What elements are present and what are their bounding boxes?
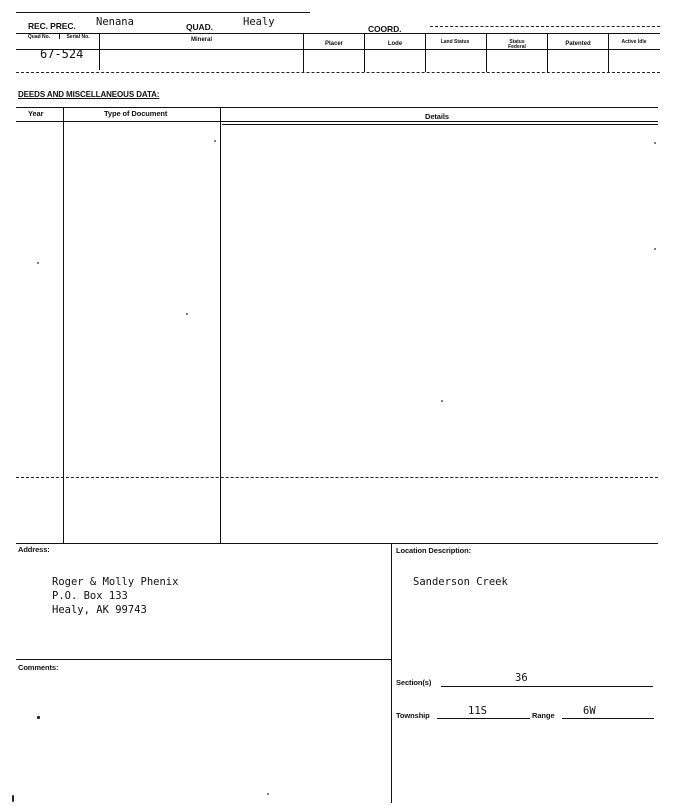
claim-col-divider [303, 33, 304, 72]
township-value: 11S [468, 705, 487, 717]
coord-label: COORD. [368, 24, 402, 34]
quad-value: Healy [243, 16, 275, 28]
col-quad-no: Quad No. [27, 34, 51, 40]
scan-speck [654, 142, 656, 144]
col-placer: Placer [324, 41, 343, 47]
township-label: Township [396, 711, 430, 720]
location-value: Sanderson Creek [413, 576, 508, 588]
location-label: Location Description: [396, 546, 471, 555]
range-underline [562, 718, 654, 719]
comments-label: Comments: [18, 663, 59, 672]
scan-speck [12, 795, 14, 802]
section-value: 36 [515, 672, 528, 684]
claim-col-divider [364, 33, 365, 72]
rec-prec-label: REC. PREC. [28, 21, 76, 31]
scan-speck [441, 400, 443, 402]
header-coord-rule [430, 26, 660, 27]
section-underline [441, 686, 653, 687]
claim-col-divider [59, 33, 60, 39]
scan-speck [654, 248, 656, 250]
deeds-section-title: DEEDS AND MISCELLANEOUS DATA: [18, 90, 160, 99]
col-lode: Lode [387, 41, 403, 47]
scan-speck [37, 262, 39, 264]
range-label: Range [532, 711, 555, 720]
col-serial-no: Serial No. [66, 34, 90, 40]
claim-col-divider [608, 33, 609, 72]
township-underline [437, 718, 530, 719]
claim-col-divider [425, 33, 426, 72]
deeds-header-bottom-rule [16, 121, 658, 122]
col-mineral: Mineral [190, 37, 212, 43]
quad-label: QUAD. [186, 22, 213, 32]
deeds-header-bottom-rule [222, 124, 658, 125]
address-label: Address: [18, 545, 50, 554]
scan-speck [37, 716, 40, 719]
range-value: 6W [583, 705, 596, 717]
col-details: Details [425, 112, 449, 121]
claim-col-divider [486, 33, 487, 72]
col-type-of-document: Type of Document [104, 109, 168, 118]
deeds-header-top-rule [16, 107, 658, 108]
section-label: Section(s) [396, 678, 432, 687]
claim-table-bottom-rule [16, 72, 660, 73]
scan-speck [267, 793, 269, 795]
address-line-1: Roger & Molly Phenix [52, 576, 179, 588]
col-year: Year [28, 109, 44, 118]
deeds-dashed-rule [16, 477, 658, 478]
address-line-2: P.O. Box 133 [52, 590, 128, 602]
scan-speck [186, 313, 188, 315]
bottom-top-rule [16, 543, 658, 544]
col-land-status-state: Land Status [440, 39, 470, 45]
address-line-3: Healy, AK 99743 [52, 604, 147, 616]
scan-speck [214, 140, 216, 142]
header-top-rule [16, 12, 310, 13]
claim-col-divider [547, 33, 548, 72]
col-active-idle: Active Idle [621, 39, 647, 45]
col-land-status-federal: Status Federal [508, 39, 526, 50]
claim-header-bottom-rule [16, 49, 660, 50]
rec-prec-value: Nenana [96, 16, 134, 28]
claim-table-top-rule [16, 33, 660, 34]
quad-serial-value: 67-524 [40, 47, 84, 61]
bottom-col-divider [391, 543, 392, 803]
col-patented: Patented [565, 41, 591, 47]
comments-top-rule [16, 659, 391, 660]
